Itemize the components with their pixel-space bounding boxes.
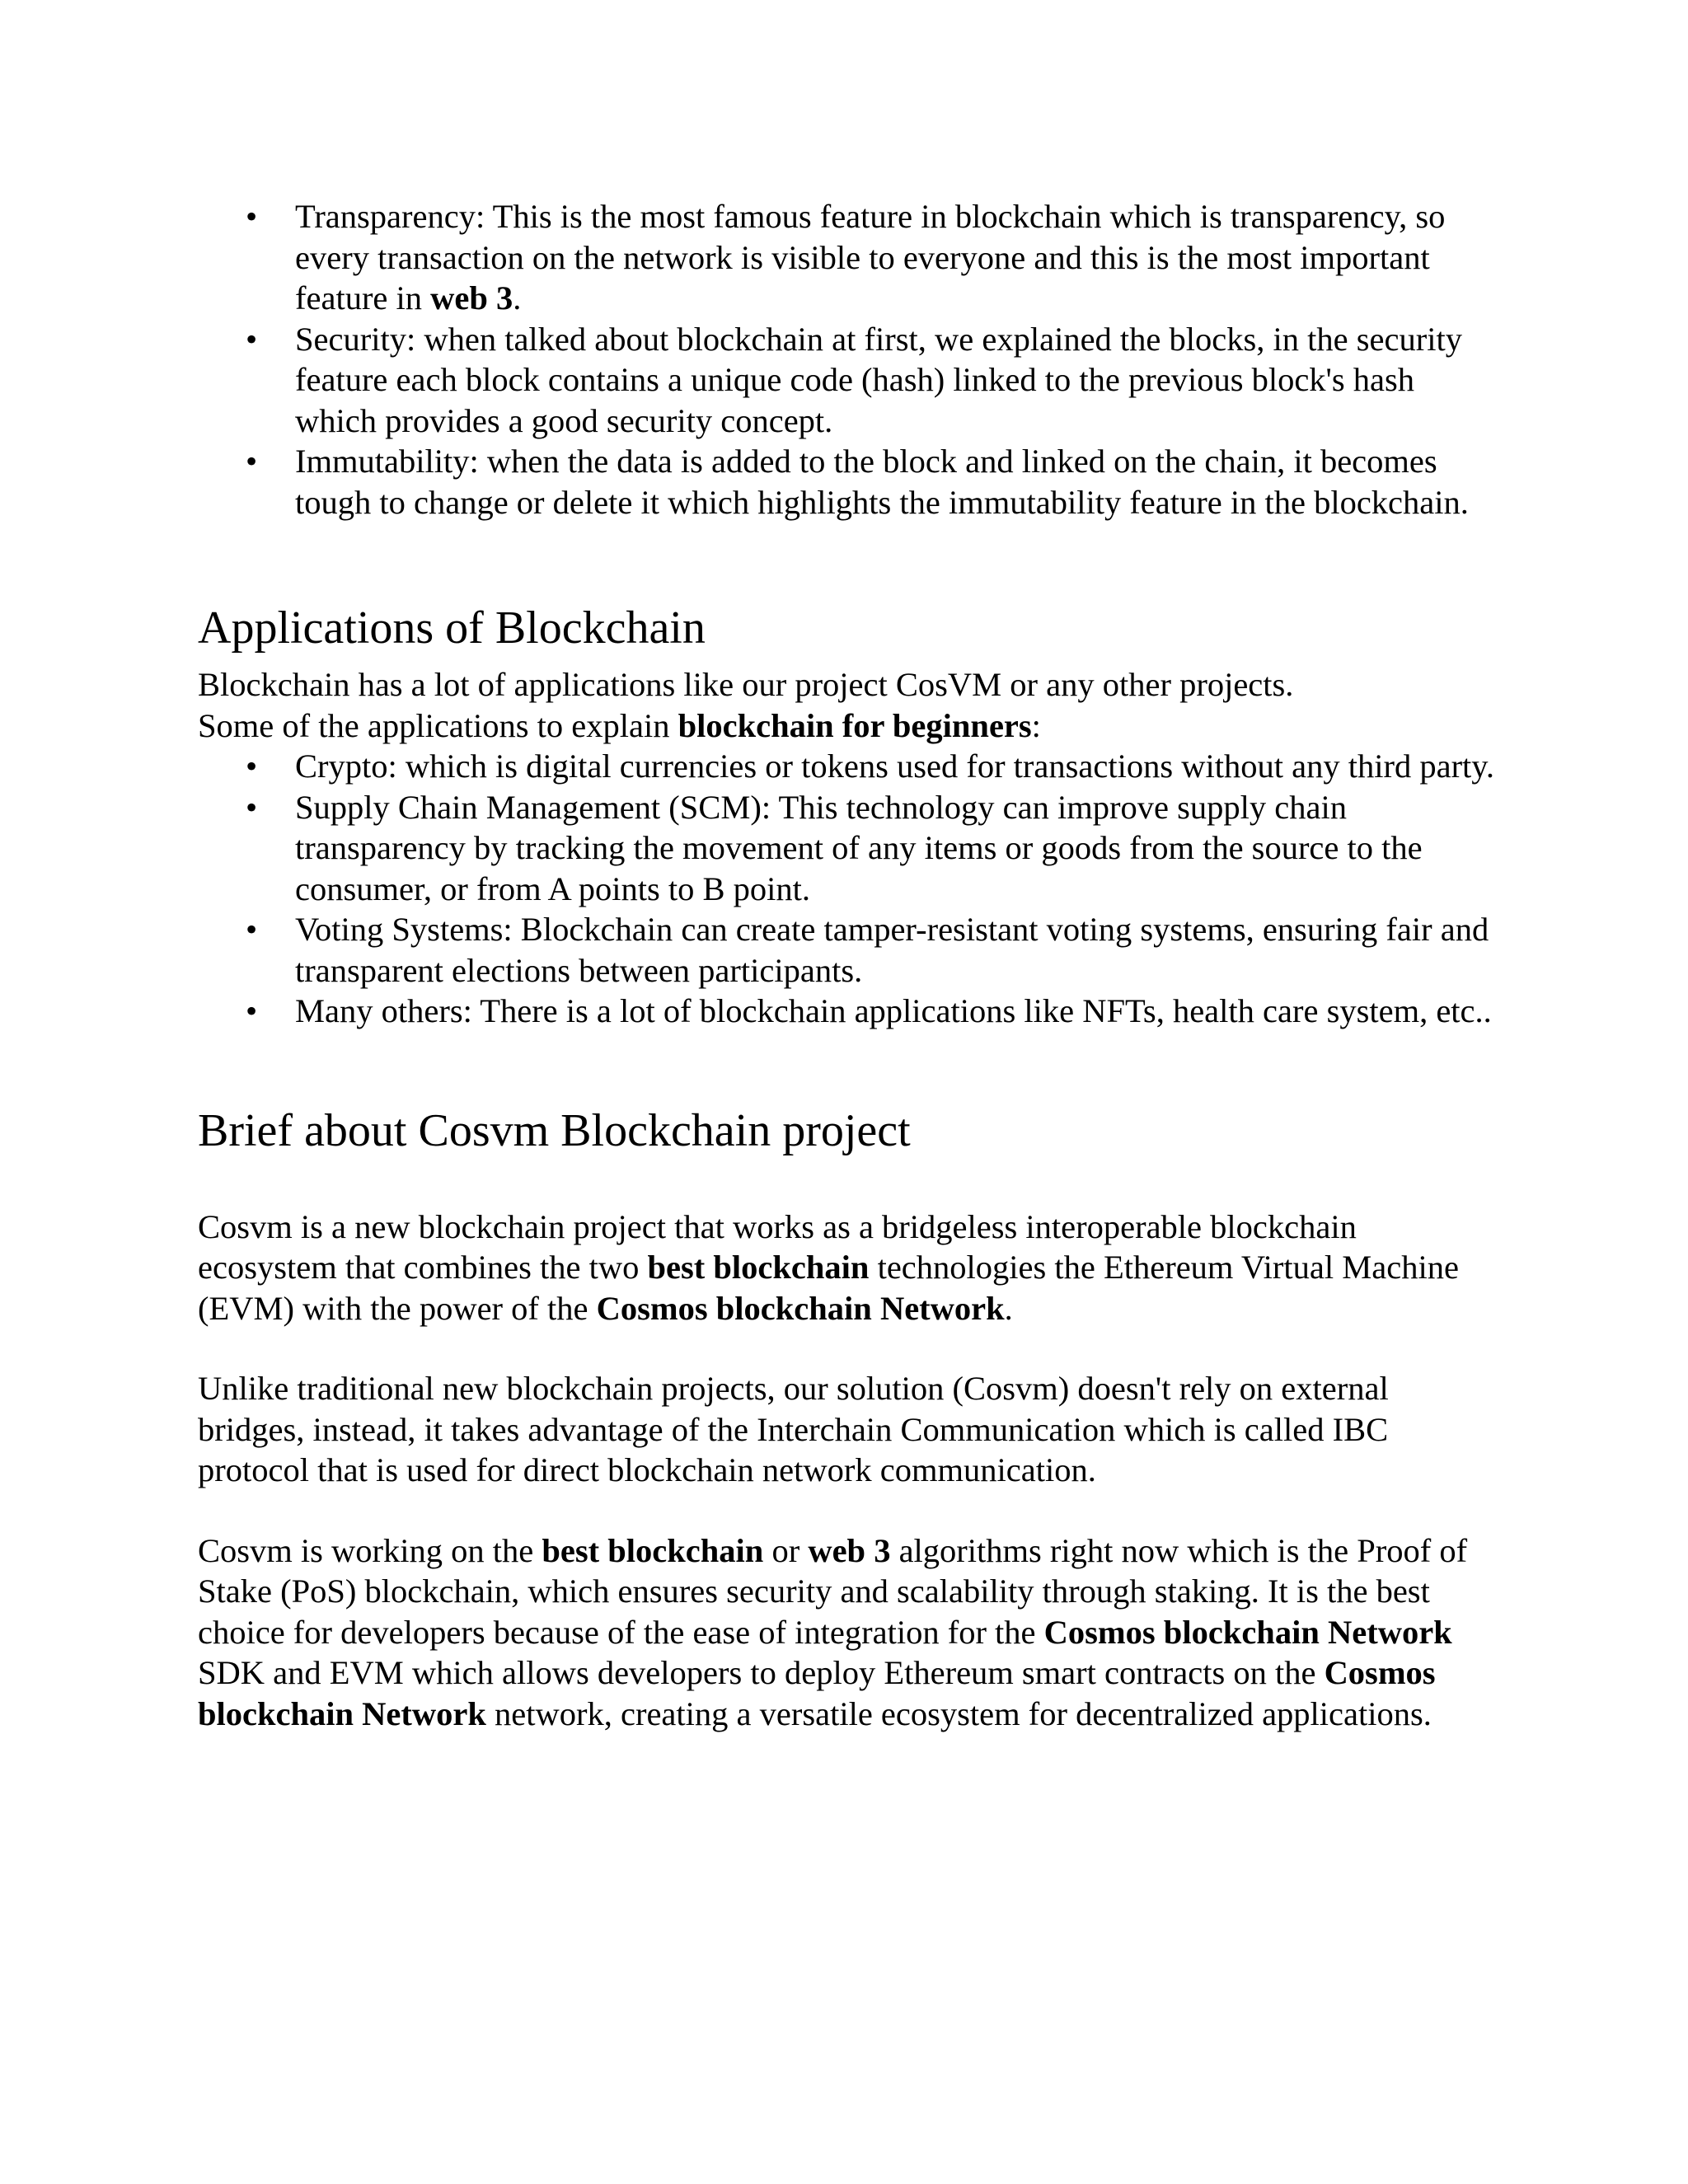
applications-heading: Applications of Blockchain xyxy=(198,602,706,654)
list-item: • Many others: There is a lot of blockchain applications like NFTs, health care system, etc.. xyxy=(198,991,1500,1032)
bullet-icon: • xyxy=(246,443,258,480)
bold-keyword: web 3 xyxy=(808,1531,891,1569)
document-page xyxy=(198,196,1500,1734)
list-item: • Supply Chain Management (SCM): This technology can improve supply chain transparency by tracking the movement of any items or goods from the source to the consumer, or from A points to B point. xyxy=(246,788,1423,907)
list-item: • Immutability: when the data is added to the block and linked on the chain, it becomes tough to change or delete it which highlights the immutability feature in the blockchain. xyxy=(246,443,1469,521)
bullet-icon: • xyxy=(246,748,258,785)
brief-heading: Brief about Cosvm Blockchain project xyxy=(198,1104,911,1156)
list-item: • Security: when talked about blockchain at first, we explained the blocks, in the security feature each block contains a unique code (hash) linked to the previous block's hash which provides a good security concept. xyxy=(246,320,1462,439)
bold-keyword: blockchain for beginners xyxy=(678,706,1032,744)
features-list xyxy=(198,196,1500,523)
brief-paragraph-2: Unlike traditional new blockchain projects, our solution (Cosvm) doesn't rely on external bridges, instead, it takes advantage of the Interchain Communication which is called IBC protocol that is used for direct blockchain network communication. xyxy=(198,1370,1389,1488)
bullet-icon: • xyxy=(246,911,258,948)
bold-keyword: Cosmos blockchain Network xyxy=(1043,1613,1452,1651)
bullet-icon: • xyxy=(246,320,258,358)
brief-paragraph-1: Cosvm is a new blockchain project that works as a bridgeless interoperable blockchain ecosystem that combines the two best blockchain technologies the Ethereum Virtual Machine (EVM) with the power of the Cosmos blockchain Network. xyxy=(198,1207,1459,1327)
applications-intro: Blockchain has a lot of applications like our project CosVM or any other projects. Some of the applications to explain blockchain for beginners: xyxy=(198,666,1294,744)
list-item: • Transparency: This is the most famous feature in blockchain which is transparency, so every transaction on the network is visible to everyone and this is the most important feature in web 3. xyxy=(246,198,1446,316)
list-item: • Crypto: which is digital currencies or tokens used for transactions without any third party. xyxy=(198,746,1500,787)
applications-list xyxy=(198,746,1500,1032)
bullet-icon: • xyxy=(246,788,258,826)
list-item: • Voting Systems: Blockchain can create tamper-resistant voting systems, ensuring fair and transparent elections between participants. xyxy=(246,911,1489,989)
bold-keyword: best blockchain xyxy=(542,1531,764,1569)
bold-keyword: Cosmos blockchain Network xyxy=(596,1289,1005,1327)
brief-paragraph-3: Cosvm is working on the best blockchain or web 3 algorithms right now which is the Proof of Stake (PoS) blockchain, which ensures security and scalability through staking. It is the best choice for developers because of the ease of integration for the Cosmos blockchain Network SDK and EVM which allows developers to deploy Ethereum smart contracts on the Cosmos blockchain Network network, creating a versatile ecosystem for decentralized applications. xyxy=(198,1531,1468,1732)
bullet-icon: • xyxy=(246,992,258,1029)
bold-keyword: best blockchain xyxy=(647,1249,870,1286)
bullet-icon: • xyxy=(246,198,258,235)
bold-keyword: web 3 xyxy=(430,279,513,316)
bold-keyword: Cosmos blockchain Network xyxy=(198,1654,1436,1732)
